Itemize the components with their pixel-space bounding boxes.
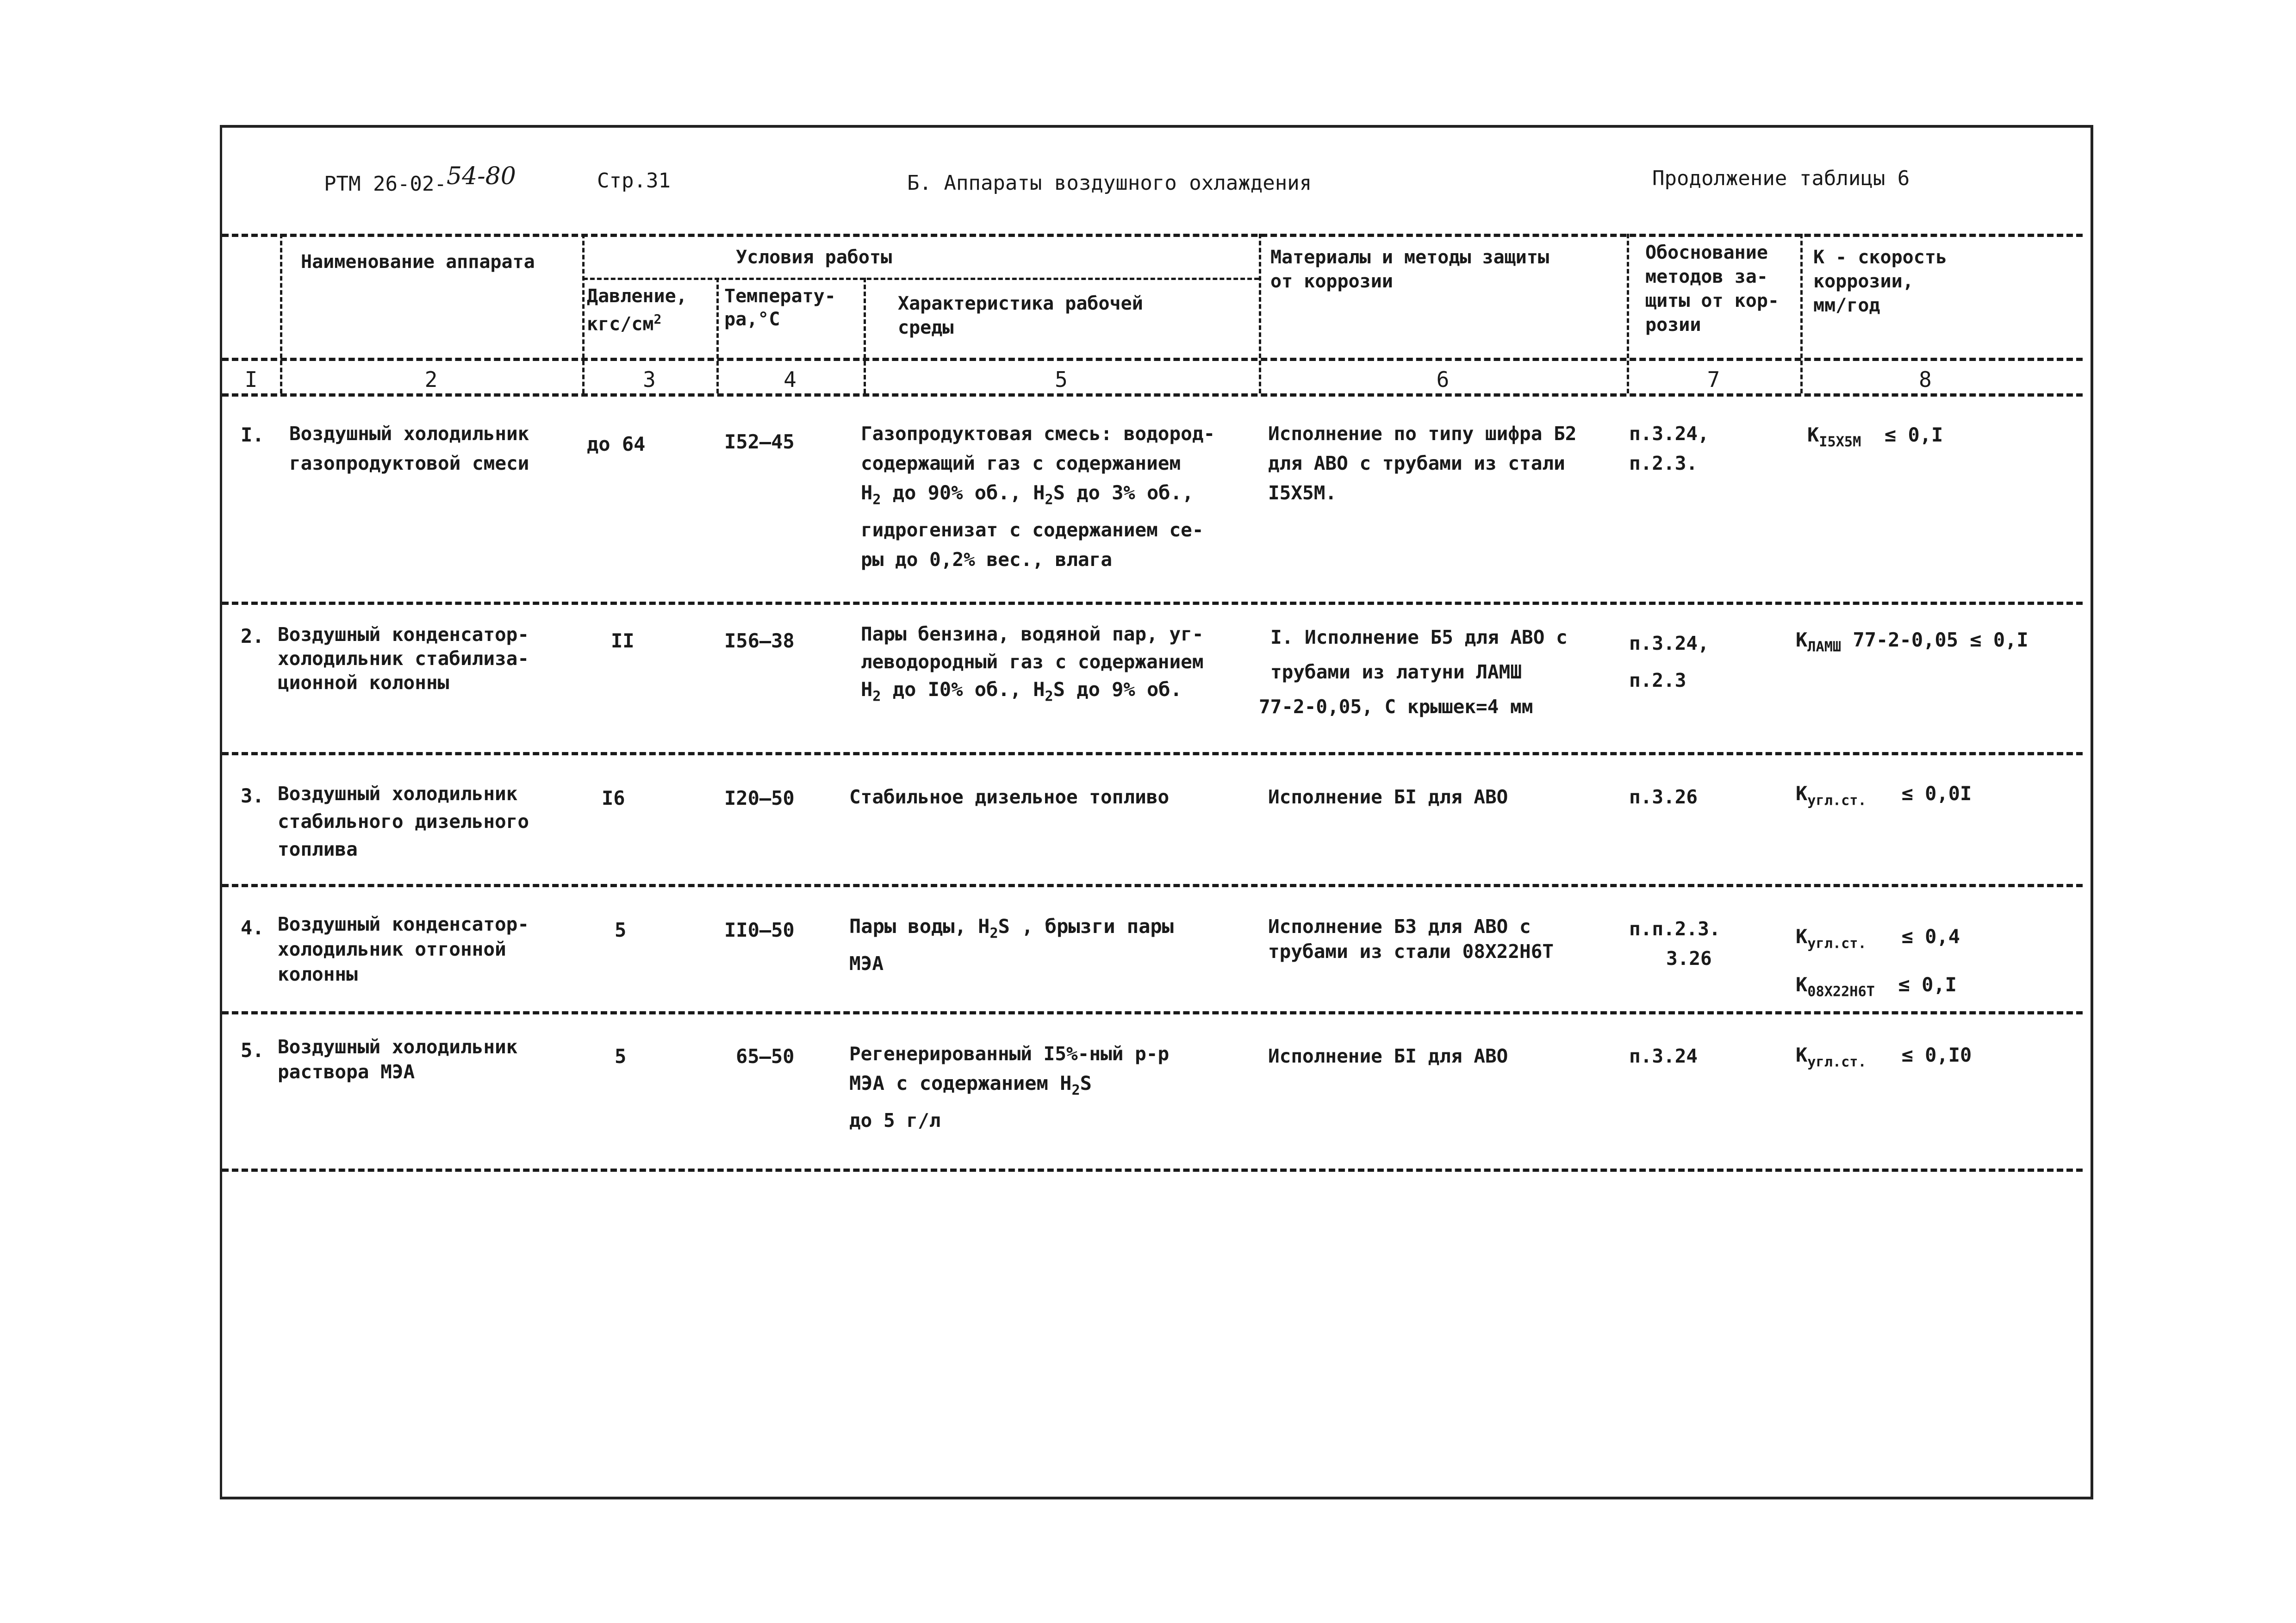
col-number-7: 7 xyxy=(1707,367,1720,392)
row-medium: Пары бензина, водяной пар, уг- леводородный газ с содержанием $H_2$ до I0% об., $H_2S$ до 9% об. xyxy=(861,623,1204,705)
row-materials: Исполнение по типу шифра Б2 для АВО с трубами из стали I5X5M. xyxy=(1268,423,1577,504)
row-basis: п.3.24 xyxy=(1629,1045,1698,1067)
rule-numbers-bottom xyxy=(222,393,2083,397)
row-materials: Исполнение БI для АВО xyxy=(1268,786,1508,808)
section-title: Б. Аппараты воздушного охлаждения xyxy=(907,171,1312,195)
row-apparatus-name: Воздушный холодильник раствора МЭА xyxy=(278,1036,518,1083)
row-materials: Исполнение Б3 для АВО с трубами из стали 08X22H6T xyxy=(1268,915,1554,963)
row-number: 5. xyxy=(241,1039,264,1062)
row-pressure: 5 xyxy=(615,1045,627,1068)
col-number-3: 3 xyxy=(643,367,656,392)
col-header-pressure: Давление, кгс/$см^2$ xyxy=(587,286,687,335)
col-header-conditions: Условия работы xyxy=(736,247,892,268)
row-temperature: I52–45 xyxy=(724,430,795,453)
row-pressure: до 64 xyxy=(587,433,646,455)
rule-header-bottom xyxy=(222,358,2083,361)
rule-row-1 xyxy=(222,602,2083,605)
col-header-medium: Характеристика рабочей среды xyxy=(898,293,1143,338)
col-number-8: 8 xyxy=(1919,367,1932,392)
row-apparatus-name: Воздушный холодильник стабильного дизельного топлива xyxy=(278,783,529,860)
row-pressure: 5 xyxy=(615,919,627,941)
col-number-2: 2 xyxy=(424,367,438,392)
col-number-5: 5 xyxy=(1055,367,1068,392)
col-header-materials: Материалы и методы защиты от коррозии xyxy=(1270,247,1549,292)
rule-row-3 xyxy=(222,884,2083,887)
page-number: Стр.31 xyxy=(597,169,671,193)
row-temperature: I56–38 xyxy=(724,629,795,652)
row-medium: Стабильное дизельное топливо xyxy=(849,786,1170,808)
row-corrosion-rate: $K_{угл.ст.}$ ≤ 0,I0 xyxy=(1796,1044,1972,1070)
row-number: 2. xyxy=(241,625,264,647)
rule-row-5 xyxy=(222,1169,2083,1172)
row-basis: п.3.24, п.2.3. xyxy=(1629,423,1709,474)
row-temperature: I20–50 xyxy=(724,787,795,809)
row-temperature: 65–50 xyxy=(736,1045,795,1068)
row-corrosion-rate: $K_{угл.ст.}$ ≤ 0,4 $K_{08X22H6T} \le 0,I$ xyxy=(1796,925,1960,1000)
col-number-6: 6 xyxy=(1436,367,1450,392)
row-temperature: II0–50 xyxy=(724,919,795,941)
row-corrosion-rate: $K_{угл.ст.}$ ≤ 0,0I xyxy=(1796,782,1972,809)
row-corrosion-rate: $K_{ЛАМШ}$ 77-2-0,05 ≤ 0,I xyxy=(1796,628,2028,655)
row-basis: п.3.24, п.2.3 xyxy=(1629,632,1709,691)
row-basis: п.п.2.3. 3.26 xyxy=(1629,918,1721,970)
col-header-basis: Обоснование методов за- щиты от кор- розии xyxy=(1645,242,1779,336)
row-medium: Регенерированный I5%-ный р-р МЭА с содержанием $H_2S$ до 5 г/л xyxy=(849,1043,1170,1132)
row-materials: Исполнение БI для АВО xyxy=(1268,1045,1508,1067)
col-header-temperature: Температу- ра,°С xyxy=(724,286,836,330)
row-materials: I. Исполнение Б5 для АВО с трубами из латуни ЛАМШ 77-2-0,05, С крышек=4 мм xyxy=(1259,626,1568,718)
row-number: 4. xyxy=(241,916,264,939)
col-header-name: Наименование аппарата xyxy=(301,251,535,273)
rule-conditions xyxy=(583,278,1259,280)
col-number-4: 4 xyxy=(784,367,796,392)
rule-row-2 xyxy=(222,752,2083,755)
row-medium: Пары воды, $H_2S$ , брызги пары МЭА xyxy=(849,915,1174,975)
doc-code: РТМ 26-02-54-80 xyxy=(324,162,516,196)
row-number: I. xyxy=(241,423,264,446)
row-medium: Газопродуктовая смесь: водород- содержащий газ с содержанием $H_2$ до 90% об., $H_2S$ до 3% об., гидрогенизат с содержанием се- ры до 0,2% вес., влага xyxy=(861,423,1215,571)
row-apparatus-name: Воздушный конденсатор- холодильник стабилиза- ционной колонны xyxy=(278,623,529,694)
row-corrosion-rate: $K_{I5X5M} \le 0,I$ xyxy=(1807,423,1943,450)
row-number: 3. xyxy=(241,784,264,807)
doc-code-handwritten: 54-80 xyxy=(446,162,516,190)
rule-header-top xyxy=(222,234,2083,237)
row-apparatus-name: Воздушный конденсатор- холодильник отгонной колонны xyxy=(278,913,529,985)
col-header-rate: К - скорость коррозии, мм/год xyxy=(1813,247,1947,316)
row-pressure: II xyxy=(611,629,635,652)
row-basis: п.3.26 xyxy=(1629,786,1698,808)
row-pressure: I6 xyxy=(602,787,625,809)
row-apparatus-name: Воздушный холодильник газопродуктовой смеси xyxy=(289,423,529,474)
col-number-1: I xyxy=(244,367,258,392)
table-continuation: Продолжение таблицы 6 xyxy=(1652,167,1910,190)
